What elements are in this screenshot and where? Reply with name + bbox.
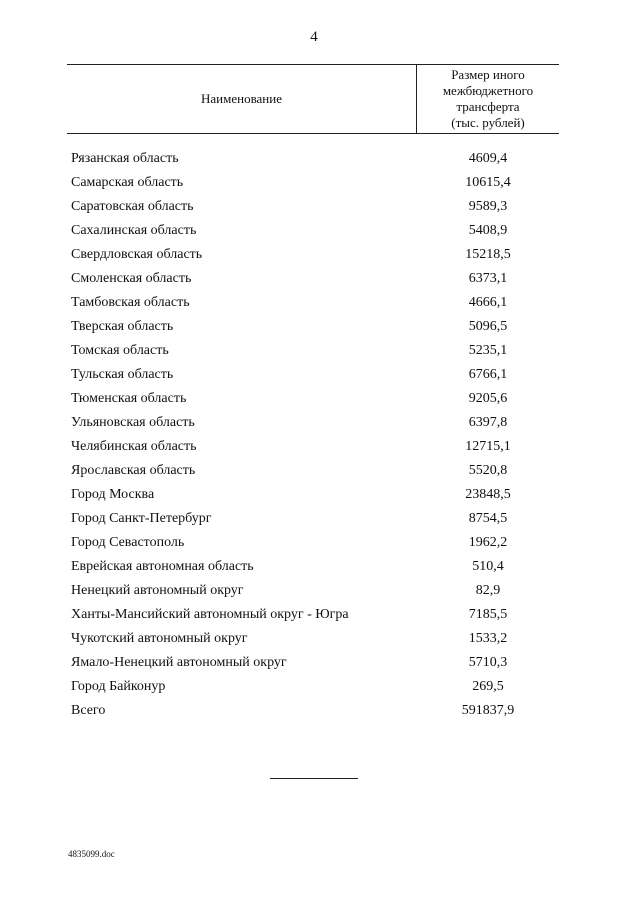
row-name: Тюменская область — [71, 391, 187, 406]
table-row — [0, 655, 640, 679]
row-value: 269,5 — [472, 679, 504, 694]
table-row — [0, 679, 640, 703]
row-value: 5520,8 — [468, 463, 508, 478]
row-name: Ульяновская область — [71, 415, 195, 430]
table-top-rule — [67, 64, 559, 65]
row-name: Чукотский автономный округ — [71, 631, 248, 646]
row-name: Ярославская область — [71, 463, 196, 478]
table-row — [0, 463, 640, 487]
total-label: Всего — [71, 703, 106, 718]
row-name: Свердловская область — [71, 247, 203, 262]
table-row — [0, 559, 640, 583]
total-row — [0, 703, 640, 727]
table-row — [0, 583, 640, 607]
row-name: Челябинская область — [71, 439, 197, 454]
table-row — [0, 439, 640, 463]
row-value: 8754,5 — [468, 511, 508, 526]
row-value: 9205,6 — [468, 391, 508, 406]
row-value: 6766,1 — [468, 367, 508, 382]
table-header-name: Наименование — [201, 91, 282, 106]
table-row — [0, 367, 640, 391]
header-amount-line: трансферта — [456, 99, 520, 114]
row-value: 1533,2 — [468, 631, 508, 646]
header-amount-line: (тыс. рублей) — [451, 115, 525, 130]
table-row — [0, 631, 640, 655]
row-name: Ханты-Мансийский автономный округ - Югра — [71, 607, 349, 622]
row-name: Смоленская область — [71, 271, 192, 286]
row-value: 4666,1 — [468, 295, 508, 310]
row-name: Саратовская область — [71, 199, 194, 214]
row-name: Томская область — [71, 343, 169, 358]
table-row — [0, 295, 640, 319]
row-value: 6397,8 — [468, 415, 508, 430]
row-value: 4609,4 — [468, 151, 508, 166]
row-value: 510,4 — [472, 559, 504, 574]
row-value: 10615,4 — [465, 175, 511, 190]
row-name: Город Санкт-Петербург — [71, 511, 212, 526]
row-name: Самарская область — [71, 175, 184, 190]
table-row — [0, 511, 640, 535]
row-value: 5710,3 — [468, 655, 508, 670]
table-row — [0, 319, 640, 343]
row-name: Город Севастополь — [71, 535, 185, 550]
row-value: 6373,1 — [468, 271, 508, 286]
table-row — [0, 247, 640, 271]
table-header-rule — [67, 133, 559, 134]
row-name: Тверская область — [71, 319, 174, 334]
end-of-document-line — [270, 778, 358, 779]
table-header-amount — [417, 67, 559, 131]
row-name: Ненецкий автономный округ — [71, 583, 244, 598]
table-row — [0, 175, 640, 199]
table-row — [0, 199, 640, 223]
row-value: 5096,5 — [468, 319, 508, 334]
table-row — [0, 271, 640, 295]
row-name: Сахалинская область — [71, 223, 197, 238]
row-value: 7185,5 — [468, 607, 508, 622]
row-value: 15218,5 — [465, 247, 511, 262]
header-amount-line: Размер иного — [451, 67, 525, 82]
row-value: 5235,1 — [468, 343, 508, 358]
row-value: 1962,2 — [468, 535, 508, 550]
table-row — [0, 415, 640, 439]
row-value: 23848,5 — [465, 487, 511, 502]
page-number: 4 — [310, 29, 318, 45]
table-row — [0, 391, 640, 415]
header-amount-line: межбюджетного — [442, 83, 534, 98]
row-name: Город Москва — [71, 487, 155, 502]
table-row — [0, 223, 640, 247]
table-row — [0, 151, 640, 175]
row-value: 9589,3 — [468, 199, 508, 214]
row-name: Тульская область — [71, 367, 174, 382]
row-name: Тамбовская область — [71, 295, 190, 310]
footer-file-name: 4835099.doc — [68, 849, 115, 859]
table-row — [0, 535, 640, 559]
row-value: 5408,9 — [468, 223, 508, 238]
table-row — [0, 607, 640, 631]
total-value: 591837,9 — [461, 703, 515, 718]
row-value: 12715,1 — [465, 439, 511, 454]
table-row — [0, 343, 640, 367]
table-row — [0, 487, 640, 511]
row-value: 82,9 — [475, 583, 501, 598]
row-name: Рязанская область — [71, 151, 179, 166]
row-name: Ямало-Ненецкий автономный округ — [71, 655, 287, 670]
row-name: Город Байконур — [71, 679, 166, 694]
row-name: Еврейская автономная область — [71, 559, 254, 574]
